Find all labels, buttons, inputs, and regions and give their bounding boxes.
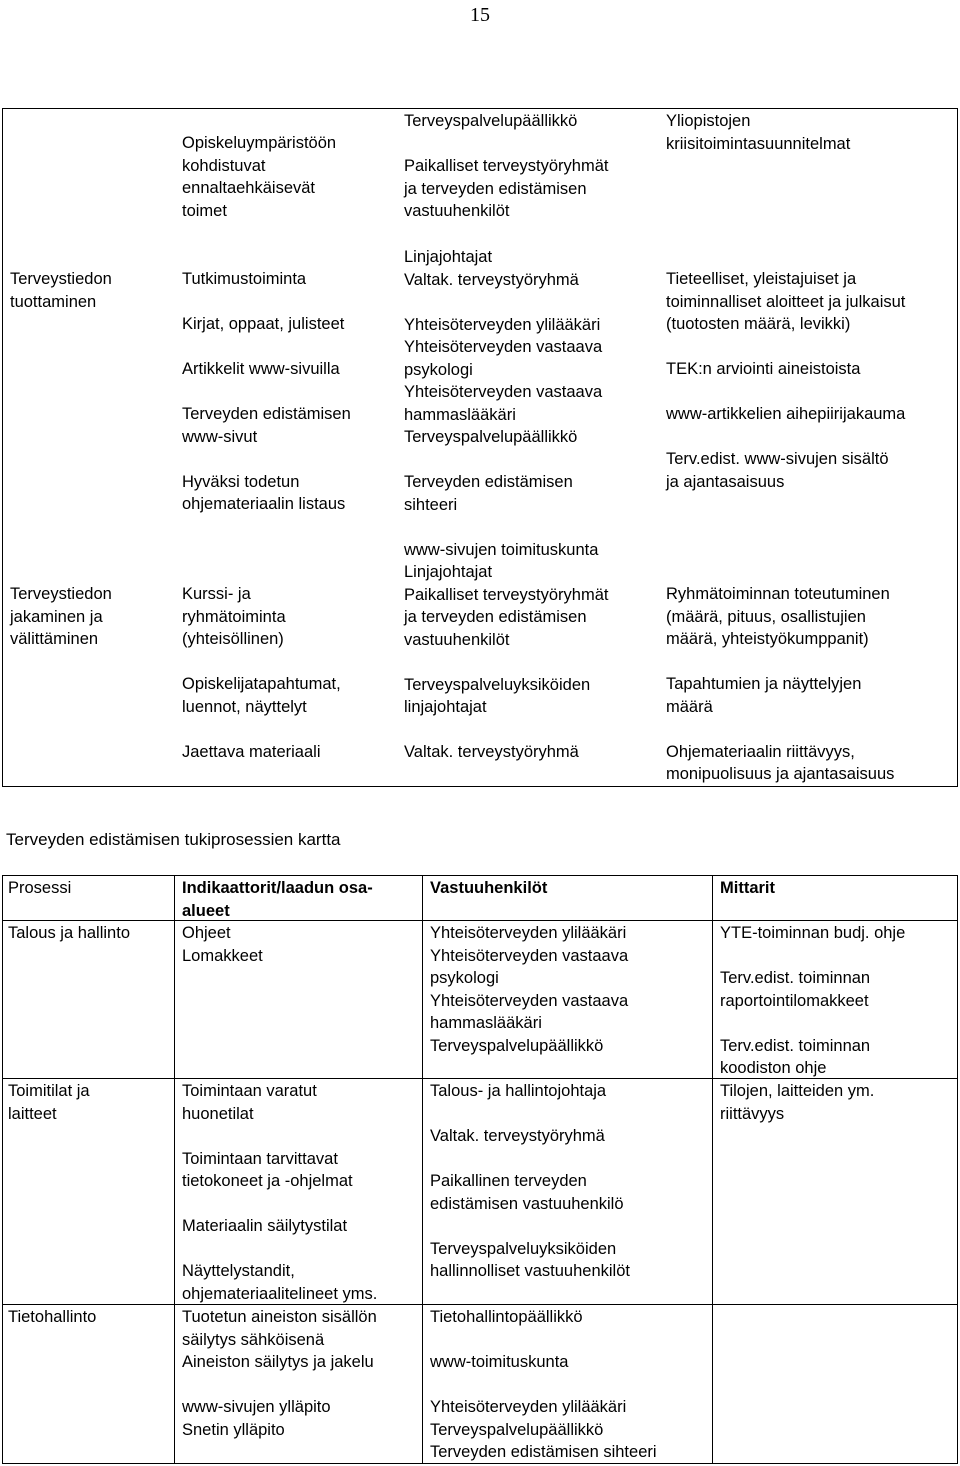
text-line: riittävyys <box>720 1104 785 1123</box>
text-line: www-sivujen ylläpito <box>182 1398 331 1416</box>
text-line: laitteet <box>8 1104 57 1123</box>
text-line: ohjemateriaalitelineet yms. <box>182 1284 378 1303</box>
text-line: määrä, yhteistyökumppanit) <box>666 630 869 648</box>
text-line <box>404 133 609 156</box>
text-line: Yhteisöterveyden ylilääkäri <box>404 315 601 334</box>
text-line <box>720 1012 905 1035</box>
text-line: Terveystiedon <box>10 270 112 288</box>
header-responsible: Vastuuhenkilöt <box>430 879 548 897</box>
text-line: Talous- ja hallintojohtaja <box>430 1082 607 1100</box>
text-line: ja ajantasaisuus <box>666 472 785 491</box>
text-line: YTE-toiminnan budj. ohje <box>720 924 906 942</box>
text-line <box>182 336 351 359</box>
text-line: Yhteisöterveyden vastaava <box>404 338 603 356</box>
text-line: Terveyspalveluyksiköiden <box>404 675 591 694</box>
text-line: Tieteelliset, yleistajuiset ja <box>666 270 857 288</box>
text-line: psykologi <box>404 360 473 379</box>
text-line: Toimintaan varatut <box>182 1082 317 1100</box>
header-measures-cell <box>666 110 850 155</box>
text-line: Indikaattorit/laadun osa- <box>182 879 373 897</box>
text-line: toiminnalliset aloitteet ja julkaisut <box>666 292 906 311</box>
text-line <box>666 718 894 741</box>
text-line <box>666 651 894 674</box>
header-process: Prosessi <box>8 879 72 897</box>
text-line: Kurssi- ja <box>182 585 251 603</box>
row-toimitilat-measures <box>720 1080 874 1125</box>
text-line: Tuotetun aineiston sisällön <box>182 1308 377 1326</box>
table-caption: Terveyden edistämisen tukiprosessien kartta <box>6 830 341 849</box>
text-line: jakaminen ja <box>10 607 103 626</box>
row1-activity-cell <box>182 268 351 516</box>
text-line <box>430 1329 657 1352</box>
text-line: ja terveyden edistämisen <box>404 179 587 198</box>
row-tietohallinto-indicators <box>182 1306 377 1441</box>
text-line <box>666 426 905 449</box>
row-talous-indicators <box>182 922 263 967</box>
text-line: Terveystiedon <box>10 585 112 603</box>
text-line: Terveyspalveluyksiköiden <box>430 1239 617 1258</box>
row-toimitilat-responsible <box>430 1080 630 1283</box>
text-line: Ohjemateriaalin riittävyys, <box>666 742 855 761</box>
page-number: 15 <box>470 4 490 26</box>
text-line: psykologi <box>430 969 499 987</box>
text-line: www-artikkelien aihepiirijakauma <box>666 405 906 423</box>
text-line: Opiskelijatapahtumat, <box>182 675 341 693</box>
text-line <box>182 1238 377 1261</box>
text-line: Opiskeluympäristöön <box>182 134 337 152</box>
text-line: ja terveyden edistämisen <box>404 608 587 626</box>
text-line: säilytys sähköisenä <box>182 1330 325 1349</box>
text-line <box>430 1215 630 1238</box>
row-tietohallinto-responsible <box>430 1306 657 1464</box>
text-line <box>430 1148 630 1171</box>
text-line: Terv.edist. toiminnan <box>720 969 871 987</box>
row-tietohallinto-process <box>8 1306 96 1329</box>
text-line: Valtak. terveystyöryhmä <box>430 1127 605 1145</box>
text-line: Yhteisöterveyden ylilääkäri <box>430 924 627 942</box>
text-line: luennot, näyttelyt <box>182 697 307 716</box>
text-line <box>666 381 905 404</box>
text-line: Paikalliset terveystyöryhmät <box>404 157 609 175</box>
text-line: hallinnolliset vastuuhenkilöt <box>430 1262 630 1280</box>
text-line <box>430 1103 630 1126</box>
row-talous-responsible <box>430 922 628 1057</box>
text-line: hammaslääkäri <box>404 405 516 424</box>
text-line: Näyttelystandit, <box>182 1262 295 1280</box>
text-line <box>182 381 351 404</box>
text-line <box>720 945 905 968</box>
text-line: Yhteisöterveyden vastaava <box>404 383 603 401</box>
row-toimitilat-process <box>8 1080 90 1125</box>
text-line <box>404 291 602 314</box>
text-line: määrä <box>666 697 713 716</box>
text-line: tuottaminen <box>10 292 97 311</box>
text-line: Valtak. terveystyöryhmä <box>404 743 579 761</box>
text-line: Terveyspalvelupäällikkö <box>430 1420 604 1439</box>
row-toimitilat-indicators <box>182 1080 377 1305</box>
text-line: Terveyden edistämisen <box>404 473 573 491</box>
text-line: www-sivut <box>182 427 258 446</box>
text-line: Snetin ylläpito <box>182 1420 285 1439</box>
text-line: monipuolisuus ja ajantasaisuus <box>666 765 895 783</box>
text-line: Lomakkeet <box>182 946 263 965</box>
text-line: Jaettava materiaali <box>182 742 321 761</box>
text-line: sihteeri <box>404 495 458 514</box>
text-line: Tietohallinto <box>8 1308 97 1326</box>
text-line <box>182 1374 377 1397</box>
text-line: Toimitilat ja <box>8 1082 90 1100</box>
row1-process-cell <box>10 268 112 313</box>
text-line <box>404 651 609 674</box>
text-line: raportointilomakkeet <box>720 991 869 1010</box>
text-line: Tilojen, laitteiden ym. <box>720 1082 875 1100</box>
header-responsible-cell <box>404 110 609 223</box>
text-line: (yhteisöllinen) <box>182 630 284 648</box>
text-line: Linjajohtajat <box>404 563 493 581</box>
text-line: Ryhmätoiminnan toteutuminen <box>666 585 890 603</box>
text-line <box>430 1374 657 1397</box>
text-line: Terveyspalvelupäällikkö <box>430 1036 604 1055</box>
text-line: Valtak. terveystyöryhmä <box>404 270 579 289</box>
text-line: Aineiston säilytys ja jakelu <box>182 1353 374 1371</box>
text-line: huonetilat <box>182 1104 254 1123</box>
text-line <box>404 719 609 742</box>
text-line: kohdistuvat <box>182 156 266 175</box>
text-line <box>182 651 341 674</box>
text-line: Tietohallintopäällikkö <box>430 1308 583 1326</box>
text-line: TEK:n arviointi aineistoista <box>666 360 861 378</box>
text-line: vastuuhenkilöt <box>404 630 510 649</box>
text-line: alueet <box>182 901 230 920</box>
text-line: Kirjat, oppaat, julisteet <box>182 315 345 333</box>
text-line: Yhteisöterveyden vastaava <box>430 991 629 1010</box>
text-line: Terveyden edistämisen <box>182 405 351 423</box>
text-line: ryhmätoiminta <box>182 607 286 626</box>
text-line <box>182 291 351 314</box>
row2-process-cell <box>10 583 112 651</box>
text-line: Materiaalin säilytystilat <box>182 1217 348 1235</box>
row1-measures-cell <box>666 268 905 493</box>
text-line: Linjajohtajat <box>404 248 493 266</box>
text-line: Yliopistojen <box>666 112 751 130</box>
header-activity-cell <box>182 132 336 222</box>
text-line: www-sivujen toimituskunta <box>404 540 599 559</box>
text-line: Artikkelit www-sivuilla <box>182 360 340 378</box>
text-line: Ohjeet <box>182 924 231 942</box>
text-line: Terv.edist. toiminnan <box>720 1036 871 1055</box>
text-line: kriisitoimintasuunnitelmat <box>666 134 851 153</box>
text-line: Talous ja hallinto <box>8 924 130 942</box>
text-line: www-toimituskunta <box>430 1353 569 1371</box>
text-line: Terv.edist. www-sivujen sisältö <box>666 450 889 468</box>
text-line: hammaslääkäri <box>430 1014 542 1032</box>
text-line <box>182 718 341 741</box>
row1-responsible-cell <box>404 246 602 561</box>
text-line <box>666 336 905 359</box>
text-line: Paikallinen terveyden <box>430 1172 587 1190</box>
text-line: koodiston ohje <box>720 1059 827 1077</box>
text-line: välittäminen <box>10 630 99 648</box>
text-line: ohjemateriaalin listaus <box>182 495 346 513</box>
row-talous-measures <box>720 922 905 1080</box>
row-talous-process <box>8 922 130 945</box>
row2-responsible-cell <box>404 561 609 764</box>
text-line <box>182 448 351 471</box>
text-line <box>182 1193 377 1216</box>
text-line: (määrä, pituus, osallistujien <box>666 607 866 626</box>
text-line: vastuuhenkilöt <box>404 202 510 220</box>
text-line: Yhteisöterveyden ylilääkäri <box>430 1398 627 1416</box>
text-line: ennaltaehkäisevät <box>182 179 316 197</box>
text-line: Paikalliset terveystyöryhmät <box>404 585 609 604</box>
text-line: Terveyspalvelupäällikkö <box>404 428 578 446</box>
header-indicators <box>182 877 373 922</box>
text-line: toimet <box>182 201 227 220</box>
text-line <box>404 449 602 472</box>
text-line: Tapahtumien ja näyttelyjen <box>666 675 862 693</box>
text-line: linjajohtajat <box>404 698 487 716</box>
text-line: Terveyspalvelupäällikkö <box>404 112 578 130</box>
text-line: tietokoneet ja -ohjelmat <box>182 1172 353 1190</box>
text-line: (tuotosten määrä, levikki) <box>666 315 851 333</box>
text-line: Hyväksi todetun <box>182 472 300 491</box>
text-line: Yhteisöterveyden vastaava <box>430 946 629 965</box>
text-line: Toimintaan tarvittavat <box>182 1149 338 1168</box>
row2-activity-cell <box>182 583 341 763</box>
header-measures: Mittarit <box>720 879 775 897</box>
text-line: edistämisen vastuuhenkilö <box>430 1194 624 1213</box>
text-line <box>182 1125 377 1148</box>
text-line: Tutkimustoiminta <box>182 270 307 288</box>
text-line <box>404 516 602 539</box>
text-line: Terveyden edistämisen sihteeri <box>430 1443 657 1461</box>
row2-measures-cell <box>666 583 894 786</box>
